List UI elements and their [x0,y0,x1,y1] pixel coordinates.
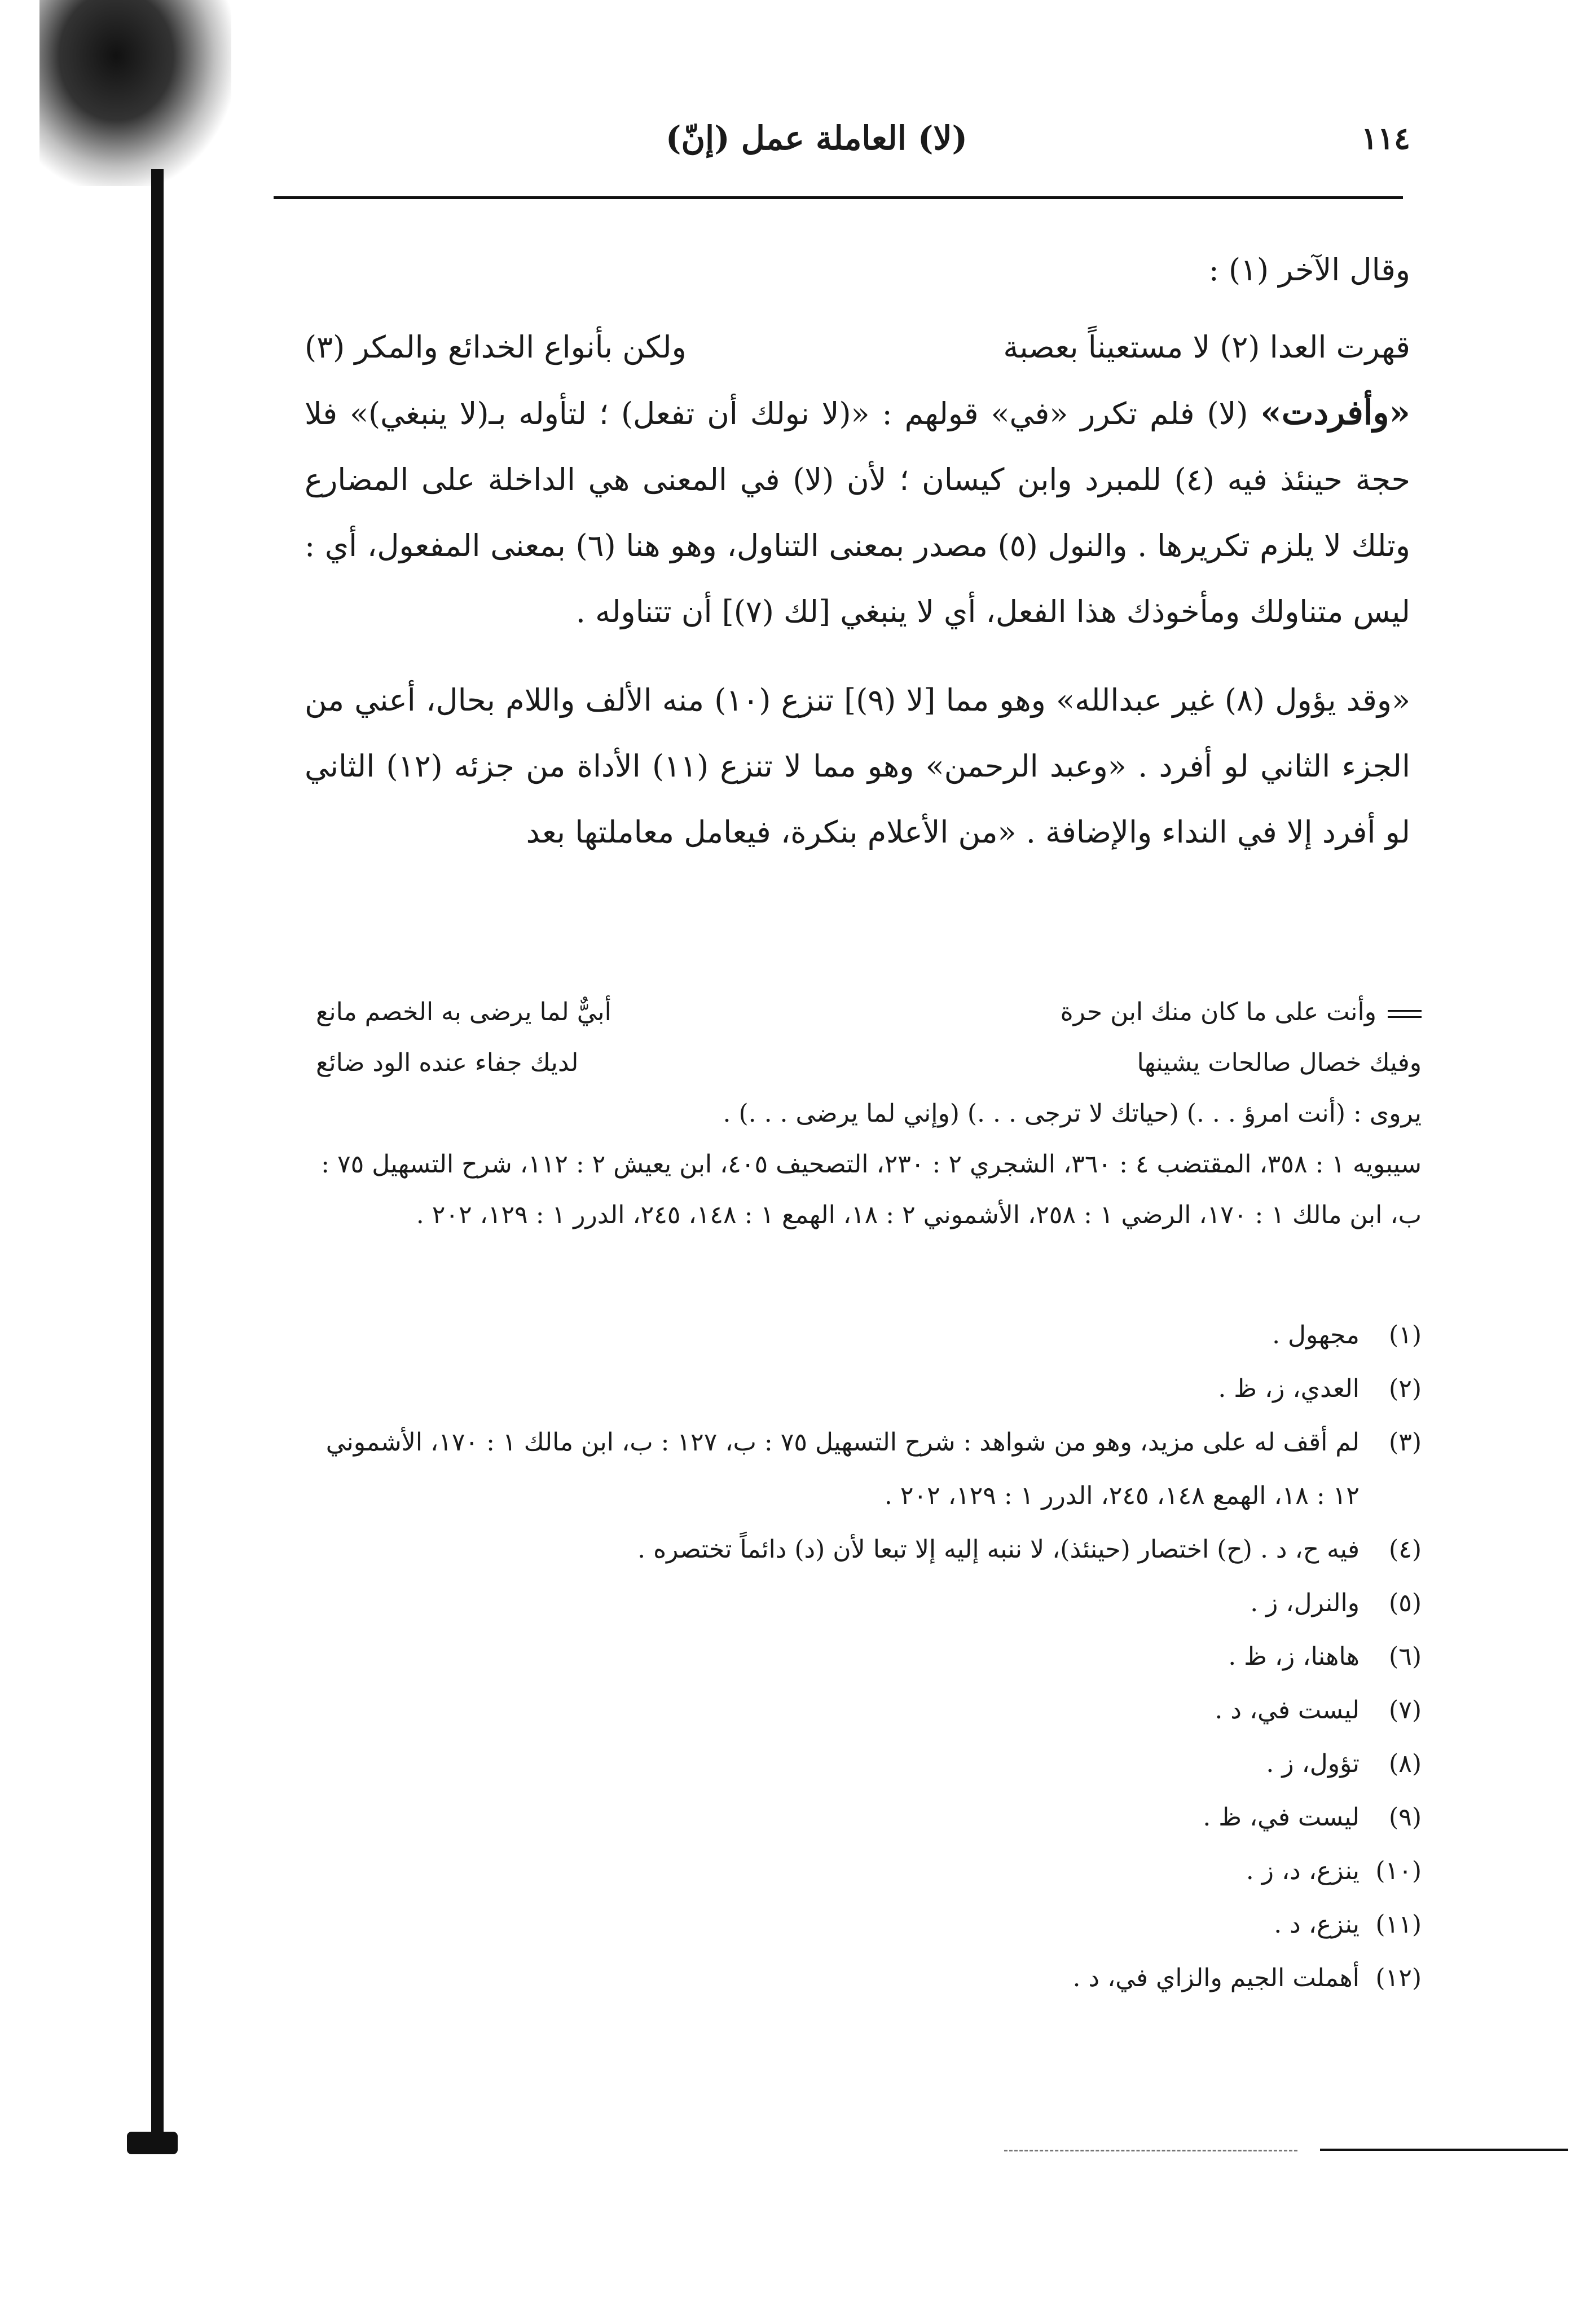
paragraph-1-lead: «وأفردت» [1260,393,1410,433]
running-head: (لا) العاملة عمل (إنّ) [666,119,967,157]
footnote-number: (٧) [1389,1696,1422,1725]
footnote-text: ينزع، د . [1274,1910,1360,1939]
footnote-text: لم أقف له على مزيد، وهو من شواهد : شرح التسهيل ٧٥ : ب، ١٢٧ : ب، ابن مالك ١ : ١٧٠، الأشموني ١٢ : ١٨، الهمع ١٤٨، ٢٤٥، الدرر ١ : ١٢٩، ٢٠٢ . [325,1428,1360,1510]
footnote-text: العدي، ز، ظ . [1218,1374,1360,1403]
footnote [316,1791,1422,1844]
footnote-number: (٤) [1389,1535,1422,1564]
note-verse-2 [316,1038,1422,1088]
footnote-text: فيه ح، د . (ح) اختصار (حينئذ)، لا ننبه إليه إلا تبعا لأن (د) دائماً تختصره . [637,1535,1360,1564]
footnote-text: والنرل، ز . [1250,1589,1360,1617]
verse-hemistich-1: قهرت العدا (٢) لا مستعيناً بعصبة [1003,329,1410,365]
header-rule [274,196,1403,199]
note-line-4: سيبويه ١ : ٣٥٨، المقتضب ٤ : ٣٦٠، الشجري ٢ : ٢٣٠، التصحيف ٤٠٥، ابن يعيش ٢ : ١١٢، شرح التسهيل ٧٥ : ب، ابن مالك ١ : ١٧٠، الرضي ١ : ٢٥٨، الأشموني ٢ : ١٨، الهمع ١ : ١٤٨، ٢٤٥، الدرر ١ : ١٢٩، ٢٠٢ . [321,1150,1422,1229]
footnote-number: (٦) [1389,1642,1422,1671]
spacer [305,645,1410,667]
footnote-text: مجهول . [1272,1321,1360,1350]
note-line-3: يروى : (أنت امرؤ . . .) (حياتك لا ترجى . . .) (وإني لما يرضى . . .) . [723,1099,1422,1128]
paragraph-2: «وقد يؤول (٨) غير عبدالله» وهو مما [لا (٩)] تنزع (١٠) منه الألف واللام بحال، أعني من الجزء الثاني لو أفرد . «وعبد الرحمن» وهو مما لا تنزع (١١) الأداة من جزئه (١٢) الثاني لو أفرد إلا في النداء والإضافة . «من الأعلام بنكرة، فيعامل معاملتها بعد [305,682,1410,850]
note-verse-2-a: وفيك خصال صالحات يشينها [1137,1048,1422,1077]
footnote [316,1308,1422,1362]
footnote-text: ينزع، د، ز . [1246,1856,1360,1885]
footnotes [316,1308,1422,2005]
paragraph-1 [305,380,1410,645]
bottom-rule [1320,2149,1568,2151]
note-verse-1-a-text: وأنت على ما كان منك ابن حرة [1060,998,1376,1026]
footnote-text: ليست في، د . [1215,1696,1360,1725]
note-verse-2-b: لديك جفاء عنده الود ضائع [316,1048,579,1077]
continuation-mark [1388,1010,1422,1018]
book-spine-shadow [151,169,164,2154]
page-header [666,102,1410,175]
footnote [316,1737,1422,1791]
scan-shadow [39,0,231,186]
footnote [316,1362,1422,1415]
footnote-number: (٨) [1389,1749,1422,1778]
footnote [316,1630,1422,1683]
footnote [316,1951,1422,2005]
footnote-number: (٩) [1389,1803,1422,1832]
continued-notes [316,987,1422,1241]
page-number: ١١٤ [1361,120,1410,156]
note-verse-1 [316,987,1422,1038]
main-text [305,237,1410,865]
footnote [316,1576,1422,1630]
footnote-number: (٢) [1389,1374,1422,1403]
footnote-number: (٣) [1389,1428,1422,1457]
footnote-text: ليست في، ظ . [1203,1803,1360,1832]
footnote [316,1844,1422,1898]
footnote [316,1415,1422,1523]
footnote [316,1523,1422,1576]
paragraph-1-text: (لا) فلم تكرر «في» قولهم : «(لا نولك أن تفعل) ؛ لتأوله بـ(لا ينبغي)» فلا حجة حينئذ فيه (٤) للمبرد وابن كيسان ؛ لأن (لا) في المعنى هي الداخلة على المضارع وتلك لا يلزم تكريرها . والنول (٥) مصدر بمعنى التناول، وهو هنا (٦) بمعنى المفعول، أي : ليس متناولك ومأخوذك هذا الفعل، أي لا ينبغي [لك (٧)] أن تتناوله . [305,396,1410,629]
bottom-dashed-rule [1004,2150,1297,2151]
intro-line: وقال الآخر (١) : [1208,252,1410,288]
footnote [316,1898,1422,1951]
verse-hemistich-2: ولكن بأنواع الخدائع والمكر (٣) [305,329,687,365]
footnote-number: (١) [1389,1321,1422,1350]
footnote [316,1683,1422,1737]
note-verse-1-b: أبيٌّ لما يرضى به الخصم مانع [316,998,611,1026]
book-spine-foot [127,2132,178,2154]
footnote-number: (١٢) [1375,1964,1422,1992]
footnote-text: تؤول، ز . [1266,1749,1360,1778]
note-verse-1-a [1061,987,1422,1038]
verse-line [305,314,1410,380]
footnote-number: (٥) [1389,1589,1422,1617]
footnote-number: (١٠) [1375,1856,1422,1885]
footnote-text: هاهنا، ز، ظ . [1228,1642,1360,1671]
footnote-text: أهملت الجيم والزاي في، د . [1072,1964,1360,1992]
footnote-number: (١١) [1375,1910,1422,1939]
